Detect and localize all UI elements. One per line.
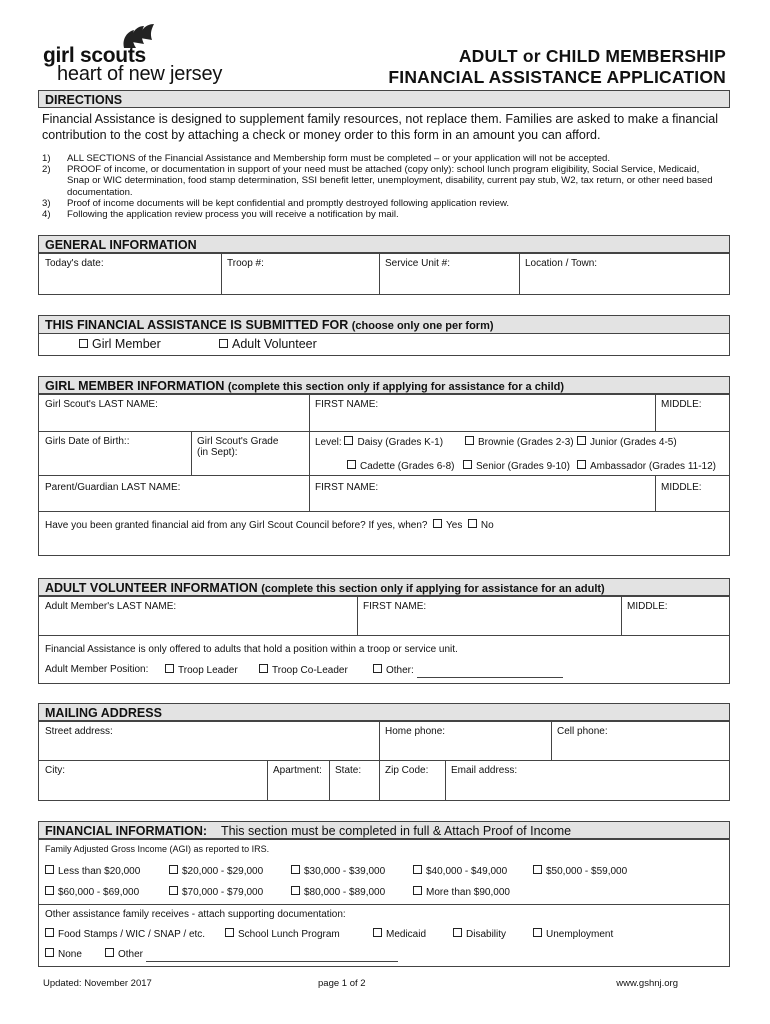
girl-last-name-field[interactable]: Girl Scout's LAST NAME: xyxy=(45,399,158,410)
adult-middle-name-field[interactable]: MIDDLE: xyxy=(627,601,668,612)
other-assistance-label: Other assistance family receives - attach supporting documentation: xyxy=(45,909,346,920)
directions-heading: DIRECTIONS xyxy=(38,90,730,108)
checkbox-icon[interactable] xyxy=(347,460,356,469)
position-troop-co-leader[interactable]: Troop Co-Leader xyxy=(259,664,348,676)
girl-dob-field[interactable]: Girls Date of Birth:: xyxy=(45,436,130,447)
general-info-box xyxy=(38,253,730,295)
footer-page: page 1 of 2 xyxy=(318,978,366,989)
checkbox-icon[interactable] xyxy=(169,886,178,895)
assistance-none[interactable]: None xyxy=(45,948,82,960)
income-range-option[interactable]: $30,000 - $39,000 xyxy=(291,865,385,877)
checkbox-icon[interactable] xyxy=(169,865,178,874)
financial-heading: FINANCIAL INFORMATION: This section must be completed in full & Attach Proof of Income xyxy=(38,821,730,839)
todays-date-field[interactable]: Today's date: xyxy=(45,258,104,269)
checkbox-icon[interactable] xyxy=(533,865,542,874)
adult-info-heading: ADULT VOLUNTEER INFORMATION (complete this section only if applying for assistance for an adult) xyxy=(38,578,730,596)
checkbox-icon[interactable] xyxy=(45,948,54,957)
checkbox-icon[interactable] xyxy=(465,436,474,445)
cell-phone-field[interactable]: Cell phone: xyxy=(557,726,608,737)
adult-first-name-field[interactable]: FIRST NAME: xyxy=(363,601,427,612)
list-item: 4) Following the application review process you will receive a notification by mail. xyxy=(42,209,399,221)
income-range-option[interactable]: $20,000 - $29,000 xyxy=(169,865,263,877)
footer-updated: Updated: November 2017 xyxy=(43,978,152,989)
service-unit-field[interactable]: Service Unit #: xyxy=(385,258,451,269)
state-field[interactable]: State: xyxy=(335,765,362,776)
level-cadette[interactable]: Cadette (Grades 6-8) xyxy=(347,460,455,472)
checkbox-icon[interactable] xyxy=(45,865,54,874)
position-troop-leader[interactable]: Troop Leader xyxy=(165,664,238,676)
income-range-option[interactable]: Less than $20,000 xyxy=(45,865,140,877)
footer-website: www.gshnj.org xyxy=(616,978,678,989)
checkbox-icon[interactable] xyxy=(373,664,382,673)
home-phone-field[interactable]: Home phone: xyxy=(385,726,446,737)
assistance-option[interactable]: Unemployment xyxy=(533,928,613,940)
submitted-for-box xyxy=(38,334,730,356)
checkbox-icon[interactable] xyxy=(45,928,54,937)
zip-code-field[interactable]: Zip Code: xyxy=(385,765,429,776)
income-range-option[interactable]: More than $90,000 xyxy=(413,886,510,898)
checkbox-icon[interactable] xyxy=(577,436,586,445)
logo-text: girl scouts xyxy=(43,44,146,67)
guardian-last-name-field[interactable]: Parent/Guardian LAST NAME: xyxy=(45,482,181,493)
financial-box xyxy=(38,839,730,967)
checkbox-icon[interactable] xyxy=(433,519,442,528)
level-senior[interactable]: Senior (Grades 9-10) xyxy=(463,460,570,472)
email-address-field[interactable]: Email address: xyxy=(451,765,518,776)
logo-subtitle: heart of new jersey xyxy=(57,63,223,85)
adult-last-name-field[interactable]: Adult Member's LAST NAME: xyxy=(45,601,177,612)
checkbox-icon[interactable] xyxy=(577,460,586,469)
income-range-option[interactable]: $40,000 - $49,000 xyxy=(413,865,507,877)
checkbox-icon[interactable] xyxy=(413,865,422,874)
agi-note: Family Adjusted Gross Income (AGI) as reported to IRS. xyxy=(45,844,270,854)
income-range-option[interactable]: $60,000 - $69,000 xyxy=(45,886,139,898)
assistance-option[interactable]: School Lunch Program xyxy=(225,928,340,940)
level-junior[interactable]: Junior (Grades 4-5) xyxy=(577,436,677,448)
checkbox-icon[interactable] xyxy=(291,886,300,895)
guardian-middle-name-field[interactable]: MIDDLE: xyxy=(661,482,702,493)
assistance-option[interactable]: Medicaid xyxy=(373,928,426,940)
income-range-option[interactable]: $50,000 - $59,000 xyxy=(533,865,627,877)
form-title-line1: ADULT or CHILD MEMBERSHIP xyxy=(458,46,726,66)
girl-middle-name-field[interactable]: MIDDLE: xyxy=(661,399,702,410)
income-range-option[interactable]: $70,000 - $79,000 xyxy=(169,886,263,898)
checkbox-icon[interactable] xyxy=(165,664,174,673)
position-other[interactable]: Other: xyxy=(373,664,563,678)
adult-volunteer-option[interactable]: Adult Volunteer xyxy=(219,337,317,351)
submitted-for-heading: THIS FINANCIAL ASSISTANCE IS SUBMITTED FOR (choose only one per form) xyxy=(38,315,730,334)
directions-intro: Financial Assistance is designed to supplement family resources, not replace them. Families are asked to make a financial contribution to the cost by attaching a check or money order to this form in an amount you can afford. xyxy=(42,112,719,142)
girl-grade-label: Girl Scout's Grade xyxy=(197,436,279,447)
girl-info-box xyxy=(38,394,730,556)
checkbox-icon[interactable] xyxy=(413,886,422,895)
girl-member-option[interactable]: Girl Member xyxy=(79,337,161,351)
checkbox-icon[interactable] xyxy=(105,948,114,957)
list-item: 1) ALL SECTIONS of the Financial Assistance and Membership form must be completed – or your application will not be accepted. xyxy=(42,153,611,164)
checkbox-icon[interactable] xyxy=(219,339,228,348)
assistance-option[interactable]: Disability xyxy=(453,928,506,940)
checkbox-icon[interactable] xyxy=(344,436,353,445)
checkbox-icon[interactable] xyxy=(79,339,88,348)
list-item: 3) Proof of income documents will be kept confidential and promptly destroyed following application review. xyxy=(42,197,510,209)
street-address-field[interactable]: Street address: xyxy=(45,726,113,737)
checkbox-icon[interactable] xyxy=(453,928,462,937)
list-item: 2) PROOF of income, or documentation in support of your need must be attached (copy only): school lunch program eligibility, Social Service, Medicaid, Snap or WIC determination, food stamp determination, SSI benefit letter, unemployment, disability, current pay stub, W2, tax return, or other need based documentation. xyxy=(42,164,713,198)
assistance-option[interactable]: Food Stamps / WIC / SNAP / etc. xyxy=(45,928,205,940)
level-brownie[interactable]: Brownie (Grades 2-3) xyxy=(465,436,574,448)
adult-info-box xyxy=(38,596,730,684)
income-range-option[interactable]: $80,000 - $89,000 xyxy=(291,886,385,898)
adult-position-note: Financial Assistance is only offered to adults that hold a position within a troop or service unit. xyxy=(45,644,458,655)
checkbox-icon[interactable] xyxy=(533,928,542,937)
level-ambassador[interactable]: Ambassador (Grades 11-12) xyxy=(577,460,716,472)
prior-aid-question: Have you been granted financial aid from any Girl Scout Council before? If yes, when? Yes No xyxy=(45,520,494,531)
other-position-input[interactable] xyxy=(417,666,563,678)
guardian-first-name-field[interactable]: FIRST NAME: xyxy=(315,482,379,493)
girl-info-heading: GIRL MEMBER INFORMATION (complete this section only if applying for assistance for a child) xyxy=(38,376,730,394)
level-daisy[interactable]: Level: Daisy (Grades K-1) xyxy=(315,437,444,448)
location-town-field[interactable]: Location / Town: xyxy=(525,258,598,269)
general-info-heading: GENERAL INFORMATION xyxy=(38,235,730,253)
mailing-box xyxy=(38,721,730,801)
checkbox-icon[interactable] xyxy=(259,664,268,673)
troop-number-field[interactable]: Troop #: xyxy=(227,258,264,269)
adult-position-label: Adult Member Position: xyxy=(45,664,149,675)
checkbox-icon[interactable] xyxy=(463,460,472,469)
checkbox-icon[interactable] xyxy=(468,519,477,528)
assistance-other[interactable]: Other xyxy=(105,948,398,962)
checkbox-icon[interactable] xyxy=(45,886,54,895)
checkbox-icon[interactable] xyxy=(373,928,382,937)
mailing-heading: MAILING ADDRESS xyxy=(38,703,730,721)
girl-grade-sublabel: (in Sept): xyxy=(197,447,238,458)
form-title-line2: FINANCIAL ASSISTANCE APPLICATION xyxy=(388,67,726,87)
other-assistance-input[interactable] xyxy=(146,950,398,962)
checkbox-icon[interactable] xyxy=(291,865,300,874)
girl-first-name-field[interactable]: FIRST NAME: xyxy=(315,399,379,410)
checkbox-icon[interactable] xyxy=(225,928,234,937)
directions-list xyxy=(42,153,722,220)
city-field[interactable]: City: xyxy=(45,765,65,776)
apartment-field[interactable]: Apartment: xyxy=(273,765,322,776)
